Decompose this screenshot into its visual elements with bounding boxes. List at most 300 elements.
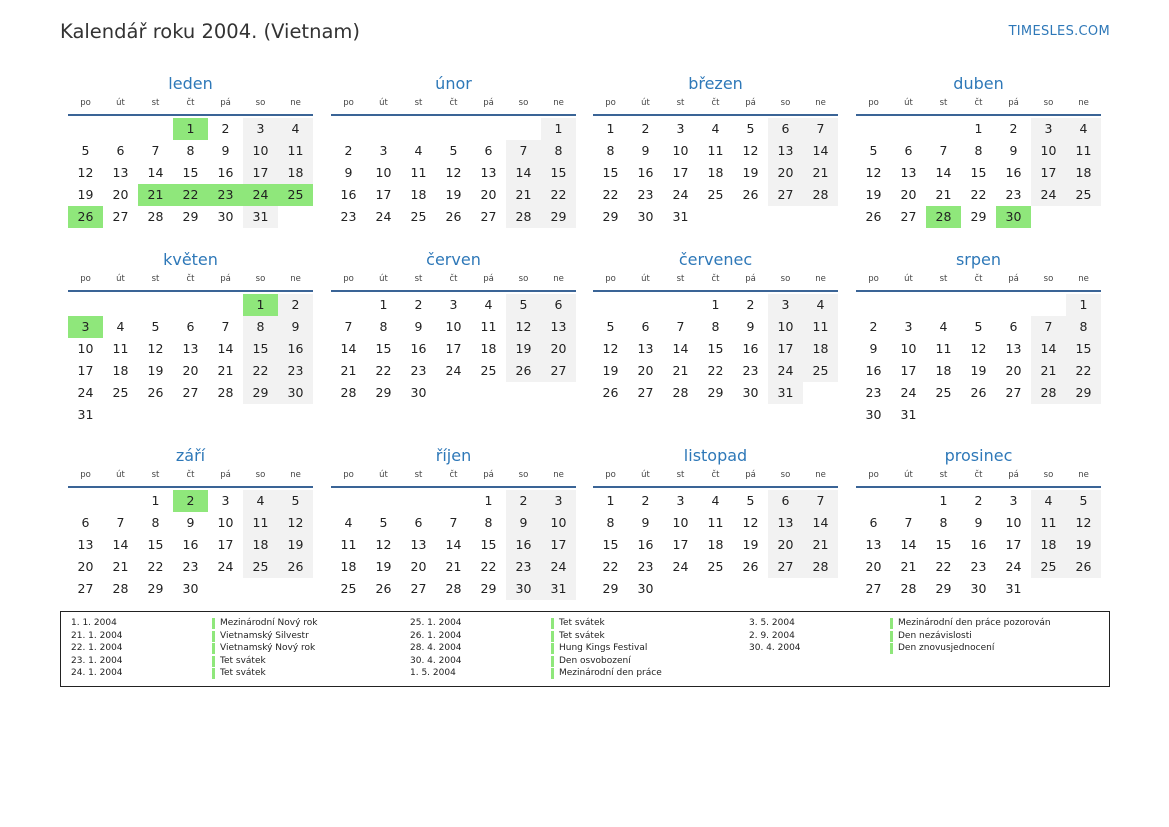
day-cell: 28 — [803, 556, 838, 578]
day-cell: 19 — [742, 537, 759, 552]
day-cell: 6 — [1009, 319, 1018, 334]
day-cell: 6 — [116, 143, 125, 158]
weekday-label: pá — [1008, 98, 1019, 108]
day-cell: 2 — [278, 294, 313, 316]
weekday-label: po — [80, 470, 91, 480]
day-cell: 30 — [865, 407, 882, 422]
day-cell: 30 — [970, 581, 987, 596]
day-cell: 31 — [900, 407, 917, 422]
day-cell: 9 — [974, 515, 983, 530]
day-cell: 18 — [112, 363, 129, 378]
day-cell: 22 — [375, 363, 392, 378]
weekday-label: út — [379, 470, 388, 480]
day-cell: 16 — [410, 341, 427, 356]
day-cell: 10 — [768, 316, 803, 338]
holiday-date: 25. 1. 2004 — [410, 618, 462, 628]
day-cell: 3 — [243, 118, 278, 140]
day-cell: 4 — [711, 493, 720, 508]
day-cell: 13 — [1005, 341, 1022, 356]
day-cell: 18 — [340, 559, 357, 574]
empty-cell — [926, 294, 961, 316]
day-cell: 27 — [77, 581, 94, 596]
day-cell: 22 — [541, 184, 576, 206]
day-cell: 26 — [602, 385, 619, 400]
weekday-label: čt — [186, 470, 195, 480]
day-cell: 14 — [803, 512, 838, 534]
month-name: prosinec — [944, 446, 1013, 465]
day-cell: 24 — [77, 385, 94, 400]
legend-row — [410, 617, 662, 630]
holiday-date: 23. 1. 2004 — [71, 655, 123, 666]
day-cell: 11 — [707, 143, 724, 158]
empty-cell — [103, 294, 138, 316]
legend-row — [410, 642, 662, 655]
month-name: červenec — [678, 250, 753, 269]
day-cell: 10 — [217, 515, 234, 530]
weekday-label: ne — [1078, 98, 1089, 108]
day-cell: 1 — [151, 493, 160, 508]
day-cell: 5 — [606, 319, 615, 334]
legend-row — [749, 642, 1051, 655]
day-cell: 20 — [1005, 363, 1022, 378]
holiday-marker — [551, 631, 554, 642]
weekday-label: so — [780, 98, 791, 108]
legend-row — [71, 630, 318, 643]
day-cell: 6 — [186, 319, 195, 334]
empty-cell — [856, 294, 891, 316]
weekday-label: po — [343, 98, 354, 108]
day-cell: 17 — [77, 363, 94, 378]
month-listopad — [593, 445, 838, 600]
day-cell: 28 — [506, 206, 541, 228]
day-cell: 17 — [541, 534, 576, 556]
empty-cell — [366, 118, 401, 140]
holiday-date: 30. 4. 2004 — [410, 655, 462, 666]
day-cell: 16 — [970, 537, 987, 552]
day-cell: 4 — [1031, 490, 1066, 512]
holiday-day-cell: 21 — [138, 184, 173, 206]
day-cell: 6 — [81, 515, 90, 530]
day-cell: 5 — [81, 143, 90, 158]
holiday-name: Den nezávislosti — [898, 630, 972, 641]
holiday-marker — [212, 618, 215, 629]
holiday-name: Tet svátek — [220, 655, 266, 666]
day-cell: 10 — [445, 319, 462, 334]
day-cell: 29 — [375, 385, 392, 400]
day-cell: 14 — [112, 537, 129, 552]
day-cell: 18 — [707, 537, 724, 552]
day-grid — [593, 490, 838, 600]
day-cell: 19 — [445, 187, 462, 202]
day-cell: 3 — [768, 294, 803, 316]
holiday-name: Hung Kings Festival — [559, 643, 648, 654]
day-cell: 24 — [217, 559, 234, 574]
day-cell: 13 — [410, 537, 427, 552]
day-cell: 1 — [606, 121, 615, 136]
day-cell: 25 — [1066, 184, 1101, 206]
weekday-label: po — [605, 274, 616, 284]
day-cell: 5 — [151, 319, 160, 334]
weekday-label: čt — [449, 274, 458, 284]
weekday-label: so — [780, 470, 791, 480]
day-cell: 6 — [904, 143, 913, 158]
day-cell: 18 — [935, 363, 952, 378]
day-cell: 21 — [506, 184, 541, 206]
holiday-marker — [890, 643, 893, 654]
day-grid — [331, 294, 576, 404]
empty-cell — [173, 294, 208, 316]
day-cell: 18 — [707, 165, 724, 180]
day-cell: 23 — [637, 187, 654, 202]
day-cell: 12 — [77, 165, 94, 180]
day-cell: 16 — [637, 165, 654, 180]
day-cell: 3 — [676, 121, 685, 136]
weekday-label: ne — [553, 470, 564, 480]
day-cell: 11 — [340, 537, 357, 552]
day-cell: 20 — [480, 187, 497, 202]
weekday-label: ne — [553, 274, 564, 284]
weekday-label: so — [1043, 274, 1054, 284]
weekday-label: út — [379, 98, 388, 108]
day-cell: 2 — [344, 143, 353, 158]
holiday-name: Mezinárodní den práce — [559, 668, 662, 679]
day-cell: 5 — [1066, 490, 1101, 512]
day-cell: 2 — [641, 493, 650, 508]
day-cell: 28 — [217, 385, 234, 400]
day-cell: 4 — [116, 319, 125, 334]
day-cell: 13 — [900, 165, 917, 180]
day-cell: 12 — [742, 515, 759, 530]
day-cell: 12 — [278, 512, 313, 534]
weekday-label: ne — [290, 98, 301, 108]
empty-cell — [926, 118, 961, 140]
day-cell: 15 — [541, 162, 576, 184]
weekday-label: pá — [483, 274, 494, 284]
month-name: duben — [953, 74, 1004, 93]
weekday-label: pá — [1008, 470, 1019, 480]
weekday-label: st — [939, 470, 948, 480]
day-cell: 1 — [606, 493, 615, 508]
weekday-label: ne — [290, 470, 301, 480]
day-cell: 27 — [1005, 385, 1022, 400]
day-cell: 8 — [151, 515, 160, 530]
weekday-label: so — [518, 470, 529, 480]
day-cell: 22 — [243, 360, 278, 382]
day-cell: 9 — [746, 319, 755, 334]
day-cell: 9 — [186, 515, 195, 530]
day-cell: 11 — [707, 515, 724, 530]
holiday-date: 30. 4. 2004 — [749, 643, 801, 654]
day-cell: 4 — [278, 118, 313, 140]
weekday-label: so — [255, 470, 266, 480]
empty-cell — [366, 490, 401, 512]
weekday-header — [68, 469, 313, 488]
day-cell: 27 — [410, 581, 427, 596]
holiday-day-cell: 25 — [278, 184, 313, 206]
day-cell: 25 — [243, 556, 278, 578]
weekday-header — [331, 97, 576, 116]
day-cell: 13 — [112, 165, 129, 180]
legend-column-3 — [749, 617, 1051, 655]
day-cell: 2 — [506, 490, 541, 512]
day-cell: 5 — [449, 143, 458, 158]
day-cell: 12 — [445, 165, 462, 180]
weekday-label: pá — [220, 470, 231, 480]
day-cell: 14 — [900, 537, 917, 552]
day-cell: 6 — [541, 294, 576, 316]
weekday-label: ne — [1078, 470, 1089, 480]
day-cell: 16 — [182, 537, 199, 552]
empty-cell — [331, 294, 366, 316]
day-cell: 3 — [1031, 118, 1066, 140]
holiday-marker — [551, 668, 554, 679]
day-cell: 22 — [602, 187, 619, 202]
month-srpen — [856, 249, 1101, 426]
day-cell: 25 — [707, 559, 724, 574]
day-cell: 10 — [1031, 140, 1066, 162]
weekday-header — [593, 469, 838, 488]
empty-cell — [436, 118, 471, 140]
day-cell: 20 — [77, 559, 94, 574]
day-cell: 16 — [340, 187, 357, 202]
day-cell: 15 — [707, 341, 724, 356]
day-cell: 13 — [77, 537, 94, 552]
day-cell: 21 — [935, 187, 952, 202]
weekday-label: ne — [290, 274, 301, 284]
day-cell: 28 — [340, 385, 357, 400]
day-cell: 9 — [414, 319, 423, 334]
weekday-label: út — [904, 274, 913, 284]
day-cell: 7 — [676, 319, 685, 334]
day-cell: 19 — [278, 534, 313, 556]
brand-link[interactable]: TIMESLES.COM — [1008, 24, 1110, 39]
day-cell: 6 — [768, 490, 803, 512]
weekday-label: út — [641, 470, 650, 480]
day-cell: 3 — [676, 493, 685, 508]
legend-row — [71, 642, 318, 655]
weekday-label: út — [116, 274, 125, 284]
day-cell: 26 — [1066, 556, 1101, 578]
day-grid — [856, 118, 1101, 228]
day-cell: 1 — [484, 493, 493, 508]
day-cell: 22 — [147, 559, 164, 574]
day-cell: 11 — [410, 165, 427, 180]
weekday-label: so — [518, 98, 529, 108]
weekday-label: út — [641, 98, 650, 108]
day-cell: 26 — [506, 360, 541, 382]
empty-cell — [103, 118, 138, 140]
holiday-name: Tet svátek — [559, 630, 605, 641]
day-cell: 5 — [974, 319, 983, 334]
weekday-label: čt — [974, 274, 983, 284]
day-cell: 24 — [541, 556, 576, 578]
day-cell: 12 — [970, 341, 987, 356]
day-cell: 9 — [344, 165, 353, 180]
weekday-label: čt — [974, 470, 983, 480]
day-cell: 10 — [375, 165, 392, 180]
day-cell: 19 — [506, 338, 541, 360]
day-cell: 3 — [449, 297, 458, 312]
day-cell: 1 — [711, 297, 720, 312]
day-cell: 30 — [506, 578, 541, 600]
day-cell: 2 — [746, 297, 755, 312]
empty-cell — [663, 294, 698, 316]
day-cell: 5 — [278, 490, 313, 512]
day-cell: 30 — [278, 382, 313, 404]
day-cell: 23 — [278, 360, 313, 382]
weekday-label: pá — [220, 274, 231, 284]
legend-row — [71, 655, 318, 668]
day-cell: 20 — [865, 559, 882, 574]
day-cell: 20 — [900, 187, 917, 202]
day-cell: 12 — [602, 341, 619, 356]
weekday-header — [331, 469, 576, 488]
month-červen — [331, 249, 576, 404]
holiday-legend — [60, 611, 1110, 687]
holiday-day-cell: 26 — [68, 206, 103, 228]
holiday-day-cell: 1 — [173, 118, 208, 140]
day-cell: 12 — [1066, 512, 1101, 534]
weekday-label: so — [1043, 470, 1054, 480]
day-cell: 3 — [904, 319, 913, 334]
day-cell: 1 — [379, 297, 388, 312]
weekday-label: st — [414, 98, 423, 108]
empty-cell — [961, 294, 996, 316]
day-cell: 21 — [803, 534, 838, 556]
month-prosinec — [856, 445, 1101, 600]
day-cell: 11 — [1066, 140, 1101, 162]
day-cell: 30 — [742, 385, 759, 400]
day-cell: 7 — [506, 140, 541, 162]
day-cell: 28 — [803, 184, 838, 206]
day-cell: 8 — [379, 319, 388, 334]
day-cell: 5 — [746, 121, 755, 136]
weekday-label: čt — [711, 274, 720, 284]
day-cell: 20 — [768, 534, 803, 556]
day-cell: 23 — [1005, 187, 1022, 202]
day-cell: 25 — [340, 581, 357, 596]
empty-cell — [331, 490, 366, 512]
day-cell: 16 — [637, 537, 654, 552]
holiday-marker — [551, 656, 554, 667]
day-cell: 10 — [1005, 515, 1022, 530]
day-cell: 12 — [147, 341, 164, 356]
day-cell: 11 — [803, 316, 838, 338]
weekday-header — [856, 97, 1101, 116]
weekday-label: pá — [745, 470, 756, 480]
day-cell: 14 — [1031, 338, 1066, 360]
empty-cell — [856, 490, 891, 512]
empty-cell — [593, 294, 628, 316]
day-cell: 21 — [672, 363, 689, 378]
day-cell: 28 — [900, 581, 917, 596]
day-cell: 5 — [869, 143, 878, 158]
legend-row — [410, 655, 662, 668]
day-cell: 21 — [340, 363, 357, 378]
day-cell: 14 — [935, 165, 952, 180]
weekday-label: st — [151, 274, 160, 284]
day-cell: 17 — [768, 338, 803, 360]
holiday-marker — [212, 643, 215, 654]
day-cell: 4 — [1066, 118, 1101, 140]
day-cell: 22 — [1066, 360, 1101, 382]
weekday-label: st — [151, 470, 160, 480]
day-cell: 30 — [217, 209, 234, 224]
day-cell: 15 — [147, 537, 164, 552]
weekday-label: st — [414, 470, 423, 480]
day-cell: 11 — [278, 140, 313, 162]
weekday-label: čt — [711, 470, 720, 480]
day-cell: 25 — [112, 385, 129, 400]
day-cell: 15 — [602, 165, 619, 180]
holiday-name: Vietnamský Nový rok — [220, 643, 316, 654]
day-cell: 7 — [116, 515, 125, 530]
day-cell: 2 — [1009, 121, 1018, 136]
legend-row — [749, 617, 1051, 630]
day-cell: 26 — [865, 209, 882, 224]
day-cell: 31 — [243, 206, 278, 228]
day-cell: 11 — [243, 512, 278, 534]
legend-column-2 — [410, 617, 662, 680]
weekday-label: ne — [1078, 274, 1089, 284]
weekday-label: čt — [449, 98, 458, 108]
day-cell: 26 — [742, 187, 759, 202]
weekday-label: so — [255, 98, 266, 108]
day-cell: 5 — [379, 515, 388, 530]
day-cell: 31 — [541, 578, 576, 600]
day-cell: 9 — [641, 515, 650, 530]
day-cell: 24 — [768, 360, 803, 382]
day-cell: 6 — [869, 515, 878, 530]
day-cell: 13 — [865, 537, 882, 552]
weekday-label: čt — [186, 274, 195, 284]
day-cell: 12 — [506, 316, 541, 338]
holiday-date: 28. 4. 2004 — [410, 643, 462, 654]
day-cell: 14 — [147, 165, 164, 180]
day-cell: 20 — [182, 363, 199, 378]
day-cell: 4 — [939, 319, 948, 334]
day-cell: 15 — [970, 165, 987, 180]
day-cell: 4 — [243, 490, 278, 512]
day-cell: 29 — [602, 209, 619, 224]
day-cell: 26 — [375, 581, 392, 596]
day-cell: 6 — [641, 319, 650, 334]
day-cell: 21 — [900, 559, 917, 574]
empty-cell — [628, 294, 663, 316]
day-cell: 29 — [480, 581, 497, 596]
day-cell: 29 — [182, 209, 199, 224]
day-cell: 24 — [672, 559, 689, 574]
empty-cell — [856, 118, 891, 140]
weekday-label: pá — [745, 98, 756, 108]
day-cell: 1 — [541, 118, 576, 140]
weekday-label: po — [80, 274, 91, 284]
day-cell: 18 — [243, 534, 278, 556]
day-cell: 17 — [1031, 162, 1066, 184]
day-cell: 13 — [480, 165, 497, 180]
day-cell: 1 — [1066, 294, 1101, 316]
day-cell: 21 — [445, 559, 462, 574]
holiday-day-cell: 2 — [173, 490, 208, 512]
day-cell: 23 — [742, 363, 759, 378]
day-cell: 15 — [182, 165, 199, 180]
month-březen — [593, 73, 838, 228]
holiday-date: 1. 1. 2004 — [71, 618, 117, 628]
empty-cell — [891, 294, 926, 316]
day-cell: 8 — [711, 319, 720, 334]
day-cell: 25 — [1031, 556, 1066, 578]
holiday-day-cell: 22 — [173, 184, 208, 206]
